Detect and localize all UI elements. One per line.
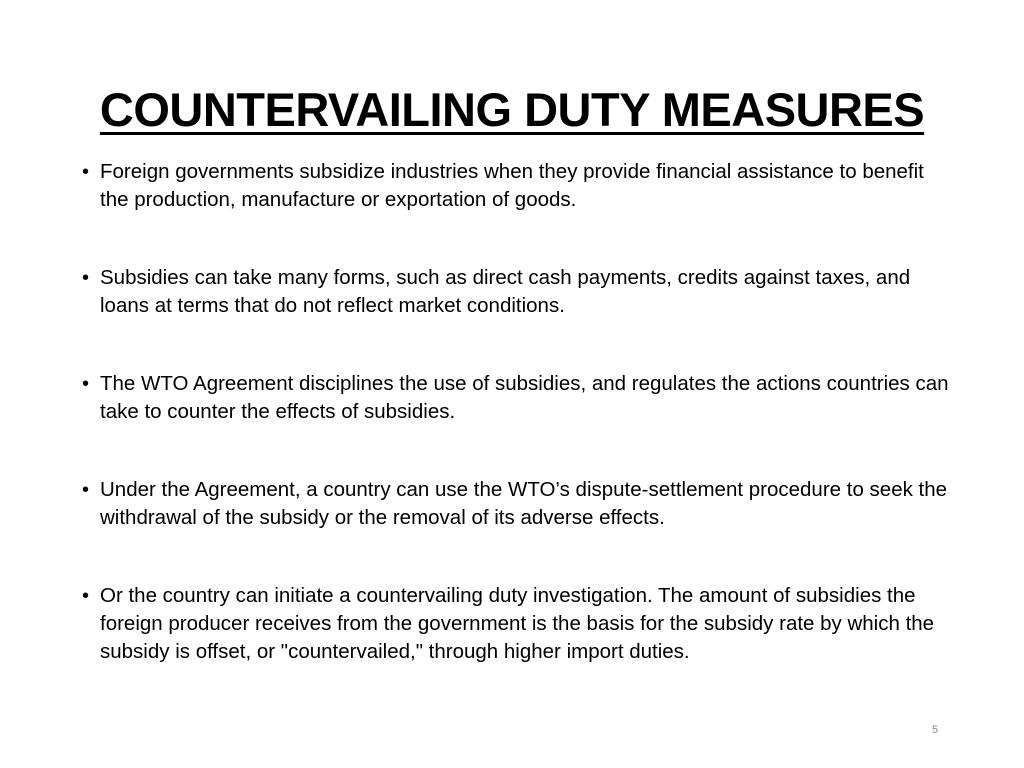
list-item <box>80 158 950 214</box>
bullet-icon: • <box>82 479 90 501</box>
bullet-icon: • <box>82 267 90 289</box>
page-number: 5 <box>931 724 939 736</box>
list-item <box>80 476 950 532</box>
bullet-icon: • <box>82 373 90 395</box>
bullet-text: Under the Agreement, a country can use the WTO’s dispute-settlement procedure to seek the withdrawal of the subsidy or the removal of its adverse effects. <box>100 478 948 529</box>
list-item <box>80 264 950 320</box>
bullet-text: The WTO Agreement disciplines the use of subsidies, and regulates the actions countries can take to counter the effects of subsidies. <box>100 372 949 423</box>
slide-title: COUNTERVAILING DUTY MEASURES <box>99 83 925 136</box>
bullet-icon: • <box>82 585 90 607</box>
list-item <box>80 582 950 666</box>
bullet-list <box>80 158 950 666</box>
bullet-text: Or the country can initiate a countervailing duty investigation. The amount of subsidies the foreign producer receives from the government is the basis for the subsidy rate by which the subsidy is offset, or "countervailed," through higher import duties. <box>100 584 935 663</box>
list-item <box>80 370 950 426</box>
bullet-text: Subsidies can take many forms, such as direct cash payments, credits against taxes, and loans at terms that do not reflect market conditions. <box>100 266 911 317</box>
bullet-icon: • <box>82 161 90 183</box>
bullet-text: Foreign governments subsidize industries when they provide financial assistance to benefit the production, manufacture or exportation of goods. <box>100 160 924 211</box>
